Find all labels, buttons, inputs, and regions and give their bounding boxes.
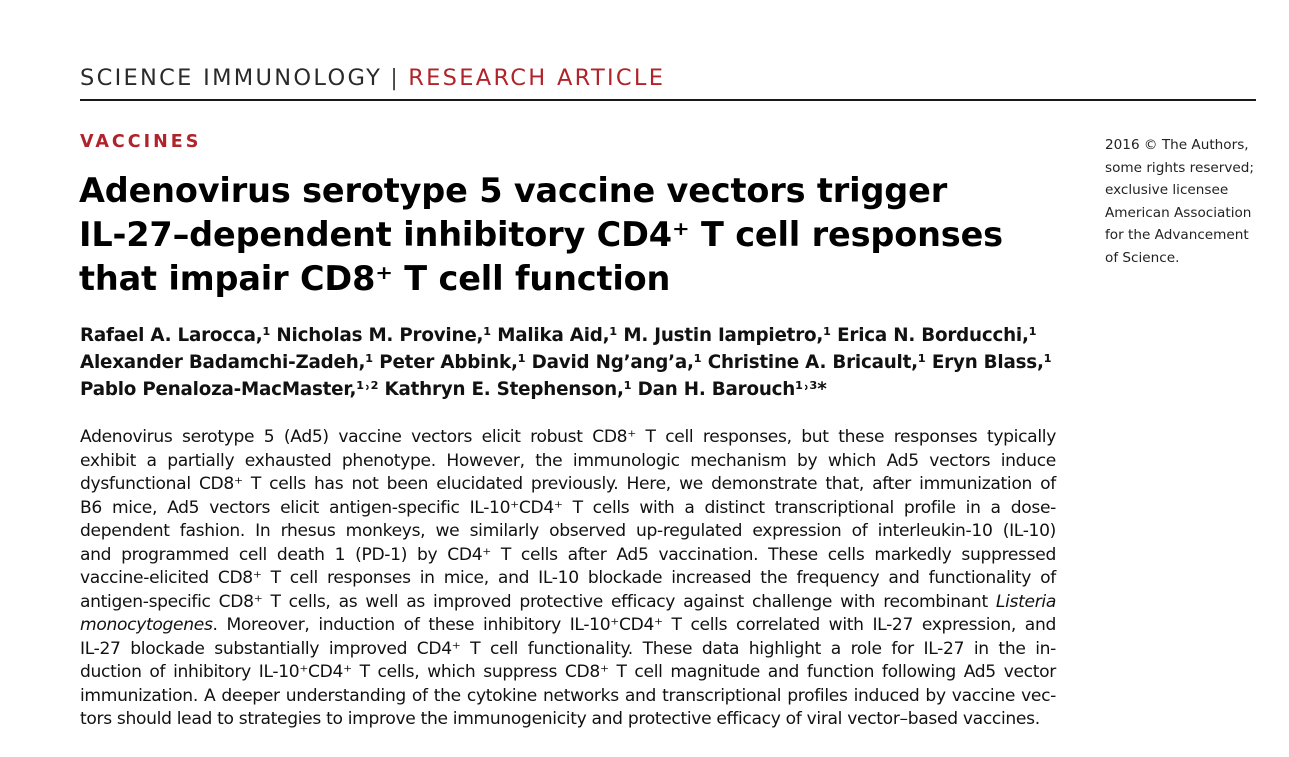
article-type: RESEARCH ARTICLE — [408, 65, 666, 91]
abstract-line: Adenovirus serotype 5 (Ad5) vaccine vectors elicit robust CD8⁺ T cell responses, but these responses typically — [80, 427, 1056, 447]
abstract-line: monocytogenes. Moreover, induction of these inhibitory IL-10⁺CD4⁺ T cells correlated with IL-27 expression, and — [80, 615, 1056, 635]
abstract-line: B6 mice, Ad5 vectors elicit antigen-specific IL-10⁺CD4⁺ T cells with a distinct transcriptional profile in a dose- — [80, 497, 1056, 518]
section-label: VACCINES — [80, 132, 202, 152]
copyright-line: American Association — [1105, 204, 1252, 221]
title-line: IL-27–dependent inhibitory CD4⁺ T cell responses — [79, 215, 1003, 254]
abstract-line: antigen-specific CD8⁺ T cells, as well as improved protective efficacy against challenge with recombinant Listeria — [80, 591, 1056, 612]
author-line: Rafael A. Larocca,¹ Nicholas M. Provine,¹ Malika Aid,¹ M. Justin Iampietro,¹ Erica N. Borducchi,¹ — [80, 325, 1037, 346]
author-list — [80, 322, 1070, 403]
copyright-line: of Science. — [1105, 249, 1180, 266]
abstract-line: IL-27 blockade substantially improved CD4⁺ T cell functionality. These data highlight a role for IL-27 in the in- — [80, 638, 1056, 659]
copyright-notice — [1105, 134, 1275, 270]
abstract — [80, 426, 1056, 732]
abstract-line: duction of inhibitory IL-10⁺CD4⁺ T cells, which suppress CD8⁺ T cell magnitude and function following Ad5 vector — [80, 662, 1056, 682]
title-line: that impair CD8⁺ T cell function — [79, 259, 671, 298]
article-title — [79, 169, 1059, 301]
abstract-line: vaccine-elicited CD8⁺ T cell responses in mice, and IL-10 blockade increased the frequency and functionality of — [80, 568, 1056, 588]
author-line: Alexander Badamchi-Zadeh,¹ Peter Abbink,¹ David Ng’ang’a,¹ Christine A. Bricault,¹ Eryn Blass,¹ — [80, 352, 1052, 373]
abstract-line: immunization. A deeper understanding of the cytokine networks and transcriptional profiles induced by vaccine vec- — [80, 685, 1056, 706]
journal-name: SCIENCE IMMUNOLOGY — [80, 65, 383, 91]
abstract-line: dysfunctional CD8⁺ T cells has not been elucidated previously. Here, we demonstrate that, after immunization of — [80, 474, 1056, 494]
copyright-line: some rights reserved; — [1105, 159, 1254, 176]
title-line: Adenovirus serotype 5 vaccine vectors trigger — [79, 171, 948, 210]
author-line: Pablo Penaloza-MacMaster,¹˒² Kathryn E. Stephenson,¹ Dan H. Barouch¹˒³* — [80, 379, 827, 400]
abstract-line: tors should lead to strategies to improve the immunogenicity and protective efficacy of viral vector–based vaccines. — [80, 709, 1040, 729]
copyright-line: 2016 © The Authors, — [1105, 137, 1249, 153]
abstract-line: exhibit a partially exhausted phenotype. However, the immunologic mechanism by which Ad5 vectors induce — [80, 450, 1056, 471]
abstract-line: and programmed cell death 1 (PD-1) by CD4⁺ T cells after Ad5 vaccination. These cells markedly suppressed — [80, 544, 1056, 565]
journal-masthead — [80, 63, 1256, 101]
copyright-line: for the Advancement — [1105, 227, 1249, 244]
abstract-line: dependent fashion. In rhesus monkeys, we similarly observed up-regulated expression of interleukin-10 (IL-10) — [80, 521, 1056, 541]
masthead-separator: | — [390, 65, 401, 91]
copyright-line: exclusive licensee — [1105, 182, 1229, 199]
